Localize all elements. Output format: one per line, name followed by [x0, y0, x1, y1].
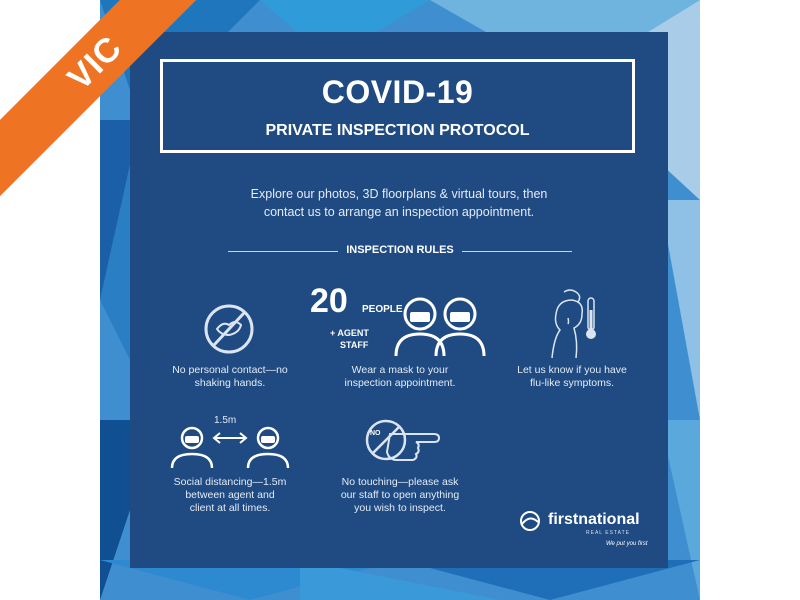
- rule-caption-mask: [320, 364, 480, 390]
- caption-line: shaking hands.: [194, 377, 266, 389]
- rule-caption-contact: [150, 364, 310, 390]
- caption-line: Wear a mask to your: [351, 364, 449, 376]
- caption-line: client at all times.: [189, 502, 271, 514]
- state-label: VIC: [60, 28, 130, 98]
- caption-line: Let us know if you have: [517, 364, 627, 376]
- divider-right: [462, 251, 572, 252]
- caption-line: between agent and: [185, 489, 275, 501]
- caption-line: flu-like symptoms.: [529, 377, 614, 389]
- firstnational-logo: [518, 509, 648, 549]
- intro-text: [190, 185, 608, 221]
- masked-people-icon: [392, 294, 492, 363]
- caption-line: you wish to inspect.: [354, 502, 446, 514]
- distance-label: 1.5m: [214, 415, 237, 426]
- no-touching-icon: [364, 418, 444, 473]
- page-subtitle: PRIVATE INSPECTION PROTOCOL: [265, 122, 530, 139]
- caption-line: Social distancing—1.5m: [173, 476, 287, 488]
- agent-label-line-1: + AGENT: [330, 328, 369, 338]
- caption-line: No personal contact—no: [172, 364, 288, 376]
- logo-name: firstnational: [548, 511, 640, 528]
- intro-line-2: contact us to arrange an inspection appointment.: [263, 205, 535, 219]
- rule-caption-distance: [150, 476, 310, 515]
- intro-line-1: Explore our photos, 3D floorplans & virtual tours, then: [250, 187, 548, 201]
- no-label: NO: [370, 430, 381, 437]
- caption-line: our staff to open anything: [340, 489, 460, 501]
- caption-line: inspection appointment.: [344, 377, 456, 389]
- people-label: PEOPLE: [362, 304, 403, 315]
- social-distance-icon: [170, 424, 290, 473]
- people-count: 20: [310, 282, 348, 320]
- protocol-panel: [130, 32, 668, 568]
- logo-tagline: We put you first: [606, 541, 648, 547]
- title-box: [160, 59, 635, 153]
- rule-caption-symptoms: [492, 364, 652, 390]
- rules-heading: INSPECTION RULES: [346, 244, 454, 256]
- caption-line: No touching—please ask: [341, 476, 459, 488]
- page-title: COVID-19: [321, 74, 474, 110]
- agent-label-line-2: STAFF: [340, 340, 369, 350]
- sick-person-thermometer-icon: [542, 288, 602, 365]
- divider-left: [228, 251, 338, 252]
- firstnational-logo-icon: [518, 511, 542, 536]
- logo-sub: REAL ESTATE: [586, 530, 630, 536]
- rule-caption-touching: [320, 476, 480, 515]
- no-handshake-icon: [202, 302, 256, 361]
